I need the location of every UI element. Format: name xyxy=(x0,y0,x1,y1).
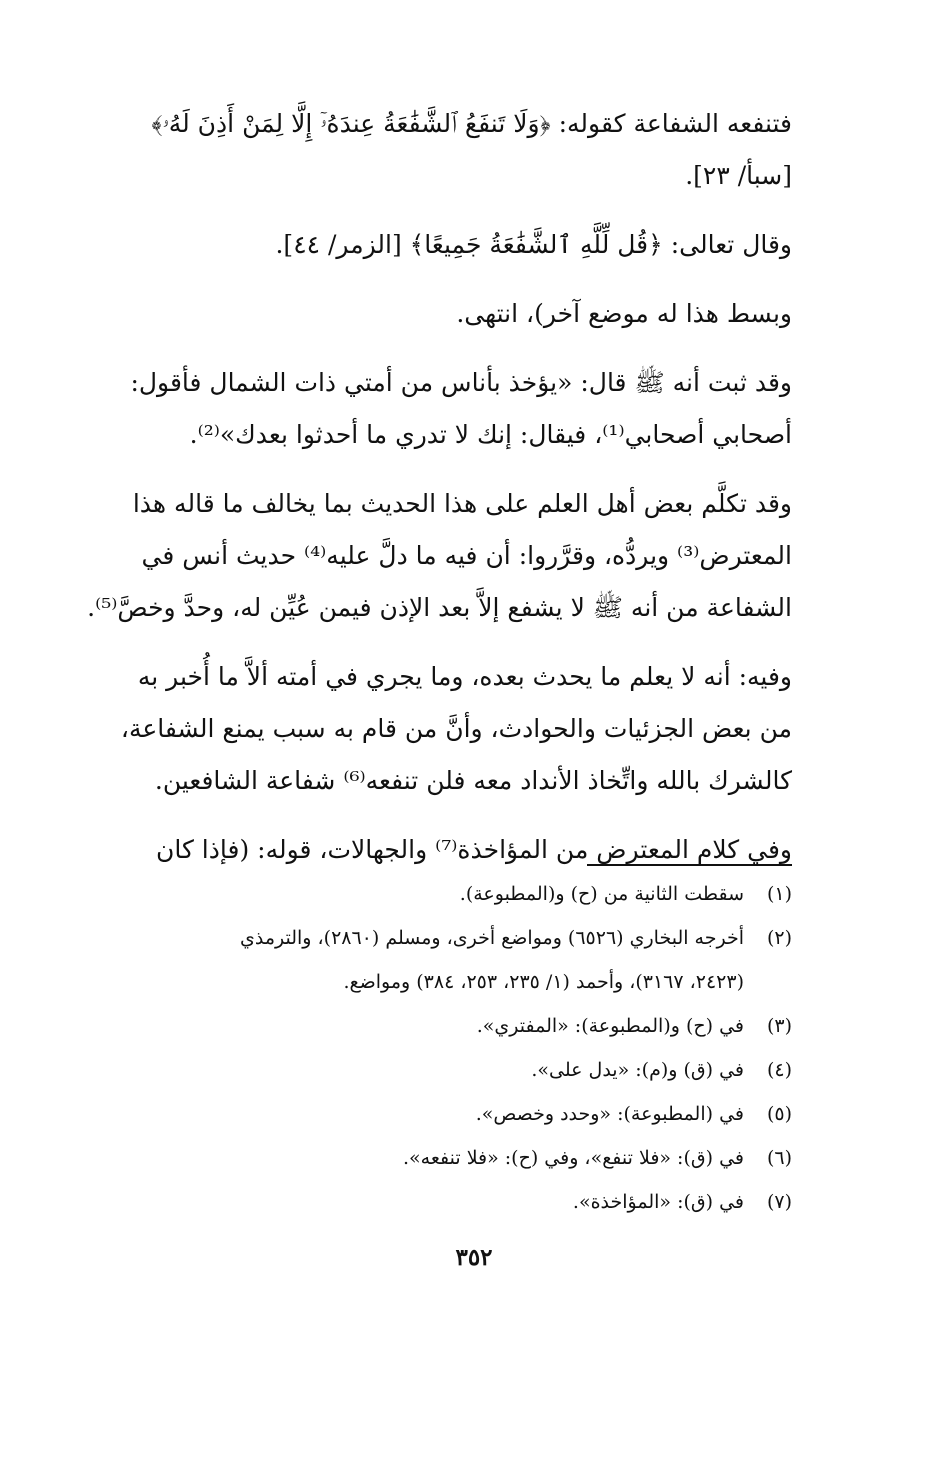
footnote-2 xyxy=(77,916,792,1004)
footnote-text xyxy=(77,1004,744,1048)
text-line: فتنفعه الشفاعة كقوله: ﴿وَلَا تَنفَعُ ٱلشَّفَٰعَةُ عِندَهُۥٓ إِلَّا لِمَنْ أَذِنَ لَهُۥ﴾ xyxy=(151,109,792,138)
footnote-text xyxy=(77,1092,744,1136)
footnote-number: (٦) xyxy=(766,1147,792,1169)
footnote-line: في (ق): «فلا تنفع»، وفي (ح): «فلا تنفعه». xyxy=(403,1147,744,1169)
text-line: وقال تعالى: ﴿قُل لِّلَّهِ ٱلشَّفَٰعَةُ جَمِيعًا﴾ [الزمر/ ٤٤]. xyxy=(275,230,792,259)
footnote-text xyxy=(77,1048,744,1092)
footnote-line: في (المطبوعة): «وحدد وخصص». xyxy=(475,1103,744,1125)
text-line: وفيه: أنه لا يعلم ما يحدث بعده، وما يجري في أمته ألاَّ ما أُخبر به xyxy=(137,662,792,691)
footnote-number: (٥) xyxy=(766,1103,792,1125)
footnote-3 xyxy=(77,1004,792,1048)
footnote-divider xyxy=(587,864,792,866)
footnotes xyxy=(77,872,792,1224)
footnote-number: (٤) xyxy=(766,1059,792,1081)
page-number: ٣٥٢ xyxy=(455,1244,493,1271)
text-line: وفي كلام المعترض من المؤاخذة⁽⁷⁾ والجهالات، قوله: (فإذا كان xyxy=(155,835,792,864)
paragraph-1 xyxy=(77,98,792,202)
footnote-line: (٢٤٢٣، ٣١٦٧)، وأحمد (١/ ٢٣٥، ٢٥٣، ٣٨٤) ومواضع. xyxy=(343,971,744,993)
footnote-6 xyxy=(77,1136,792,1180)
text-line: من بعض الجزئيات والحوادث، وأنَّ من قام به سبب يمنع الشفاعة، xyxy=(120,714,792,743)
paragraph-5 xyxy=(77,478,792,634)
paragraph-4 xyxy=(77,357,792,461)
footnote-7 xyxy=(77,1180,792,1224)
text-line: المعترض⁽³⁾ ويردُّه، وقرَّروا: أن فيه ما دلَّ عليه⁽⁴⁾ حديث أنس في xyxy=(141,541,792,570)
main-text xyxy=(77,98,792,893)
footnote-number: (٢) xyxy=(766,927,792,949)
text-line: وقد ثبت أنه ﷺ قال: «يؤخذ بأناس من أمتي ذات الشمال فأقول: xyxy=(130,368,792,397)
footnote-text xyxy=(77,1180,744,1224)
footnote-1 xyxy=(77,872,792,916)
text-line: [سبأ/ ٢٣]. xyxy=(685,161,792,190)
text-line: الشفاعة من أنه ﷺ لا يشفع إلاَّ بعد الإذن فيمن عُيِّن له، وحدَّ وخصَّ⁽⁵⁾. xyxy=(87,593,792,622)
text-line: وبسط هذا له موضع آخر)، انتهى. xyxy=(456,299,792,328)
footnote-line: أخرجه البخاري (٦٥٢٦) ومواضع أخرى، ومسلم (٢٨٦٠)، والترمذي xyxy=(239,927,744,949)
footnote-line: سقطت الثانية من (ح) و(المطبوعة). xyxy=(459,883,744,905)
paragraph-3 xyxy=(77,288,792,340)
footnote-number: (١) xyxy=(766,883,792,905)
text-line: كالشرك بالله واتِّخاذ الأنداد معه فلن تنفعه⁽⁶⁾ شفاعة الشافعين. xyxy=(154,766,792,795)
footnote-line: في (ق): «المؤاخذة». xyxy=(572,1191,744,1213)
footnote-number: (٧) xyxy=(766,1191,792,1213)
paragraph-2 xyxy=(77,219,792,271)
footnote-number: (٣) xyxy=(766,1015,792,1037)
footnote-text xyxy=(77,916,744,1004)
footnote-line: في (ح) و(المطبوعة): «المفتري». xyxy=(476,1015,744,1037)
paragraph-7 xyxy=(77,824,792,876)
text-line: أصحابي أصحابي⁽¹⁾، فيقال: إنك لا تدري ما أحدثوا بعدك»⁽²⁾. xyxy=(189,420,792,449)
footnote-text xyxy=(77,1136,744,1180)
footnote-line: في (ق) و(م): «يدل على». xyxy=(531,1059,744,1081)
paragraph-6 xyxy=(77,651,792,807)
text-line: وقد تكلَّم بعض أهل العلم على هذا الحديث بما يخالف ما قاله هذا xyxy=(132,489,792,518)
footnote-text xyxy=(77,872,744,916)
footnote-4 xyxy=(77,1048,792,1092)
footnote-5 xyxy=(77,1092,792,1136)
